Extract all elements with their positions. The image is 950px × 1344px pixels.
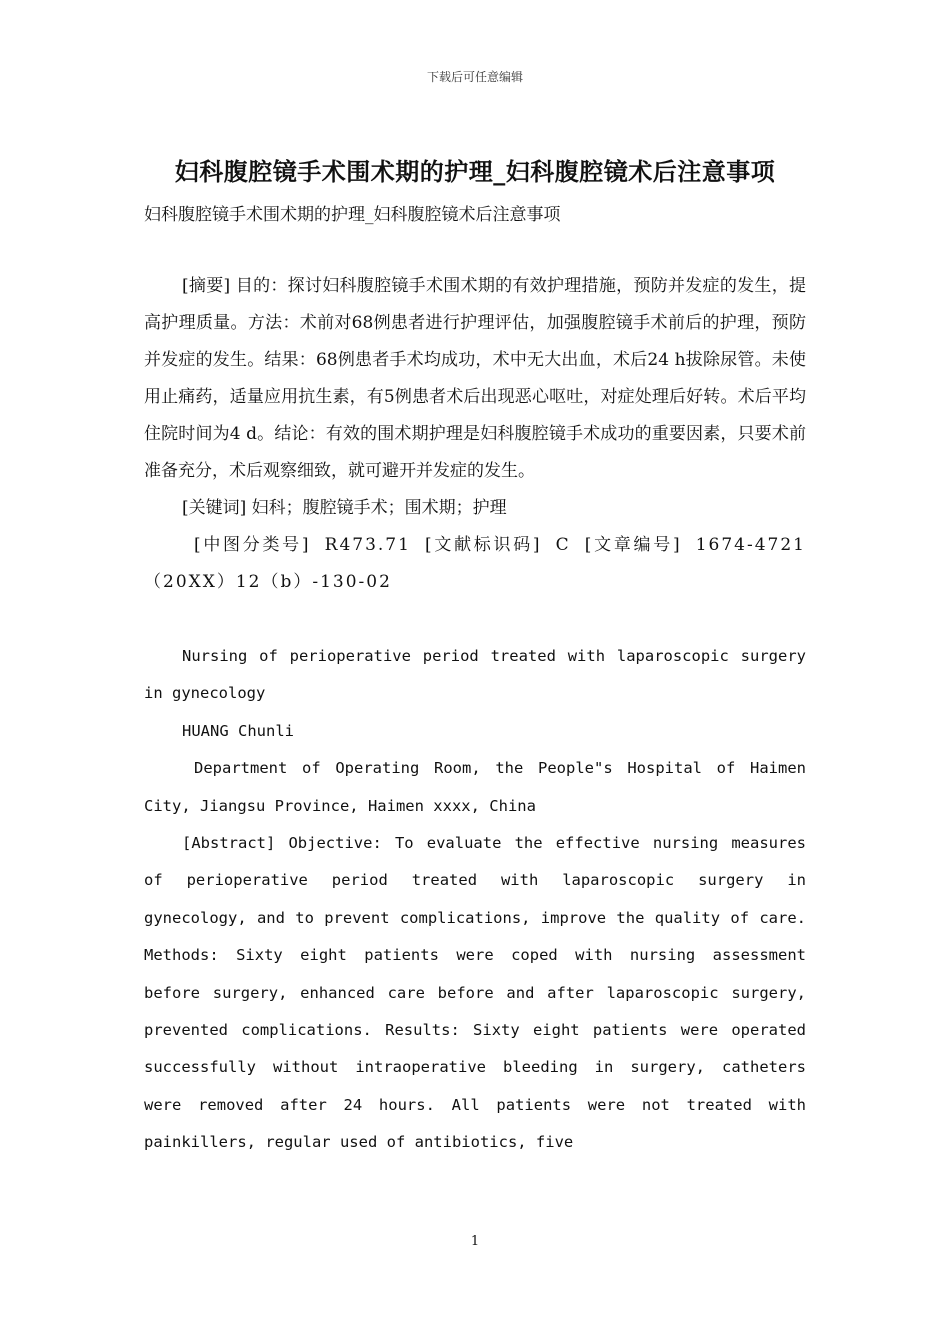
document-body — [144, 268, 806, 1162]
blank-line — [144, 601, 806, 638]
english-abstract: [Abstract] Objective: To evaluate the effective nursing measures of perioperative period treated with laparoscopic surgery in gynecology, and to prevent complications, improve the quality of care. Methods: Sixty eight patients were coped with nursing assessment before surgery, enhanced care before and after laparoscopic surgery, prevented complications. Results: Sixty eight patients were operated successfully without intraoperative bleeding in surgery, catheters were removed after 24 hours. All patients were not treated with painkillers, regular used of antibiotics, five — [144, 834, 806, 1152]
document-title: 妇科腹腔镜手术围术期的护理_妇科腹腔镜术后注意事项 — [174, 157, 776, 186]
page-number: 1 — [470, 1234, 480, 1249]
classification-line: [中图分类号] R473.71 [文献标识码] C [文章编号] 1674-4721（20XX）12（b）-130-02 — [144, 535, 806, 592]
page-header-note: 下载后可任意编辑 — [426, 70, 523, 84]
english-author: HUANG Chunli — [182, 721, 294, 740]
keywords-cn: [关键词] 妇科；腹腔镜手术；围术期；护理 — [182, 498, 507, 518]
abstract-cn: [摘要] 目的：探讨妇科腹腔镜手术围术期的有效护理措施，预防并发症的发生，提高护理质量。方法：术前对68例患者进行护理评估，加强腹腔镜手术前后的护理，预防并发症的发生。结果：68例患者手术均成功，术中无大出血，术后24 h拔除尿管。未使用止痛药，适量应用抗生素，有5例患者术后出现恶心呕吐，对症处理后好转。术后平均住院时间为4 d。结论：有效的围术期护理是妇科腹腔镜手术成功的重要因素，只要术前准备充分，术后观察细致，就可避开并发症的发生。 — [144, 276, 806, 481]
english-affiliation: Department of Operating Room, the People"s Hospital of Haimen City, Jiangsu Province, Haimen xxxx, China — [144, 759, 806, 815]
document-subtitle: 妇科腹腔镜手术围术期的护理_妇科腹腔镜术后注意事项 — [144, 205, 561, 225]
english-title: Nursing of perioperative period treated with laparoscopic surgery in gynecology — [144, 647, 806, 703]
